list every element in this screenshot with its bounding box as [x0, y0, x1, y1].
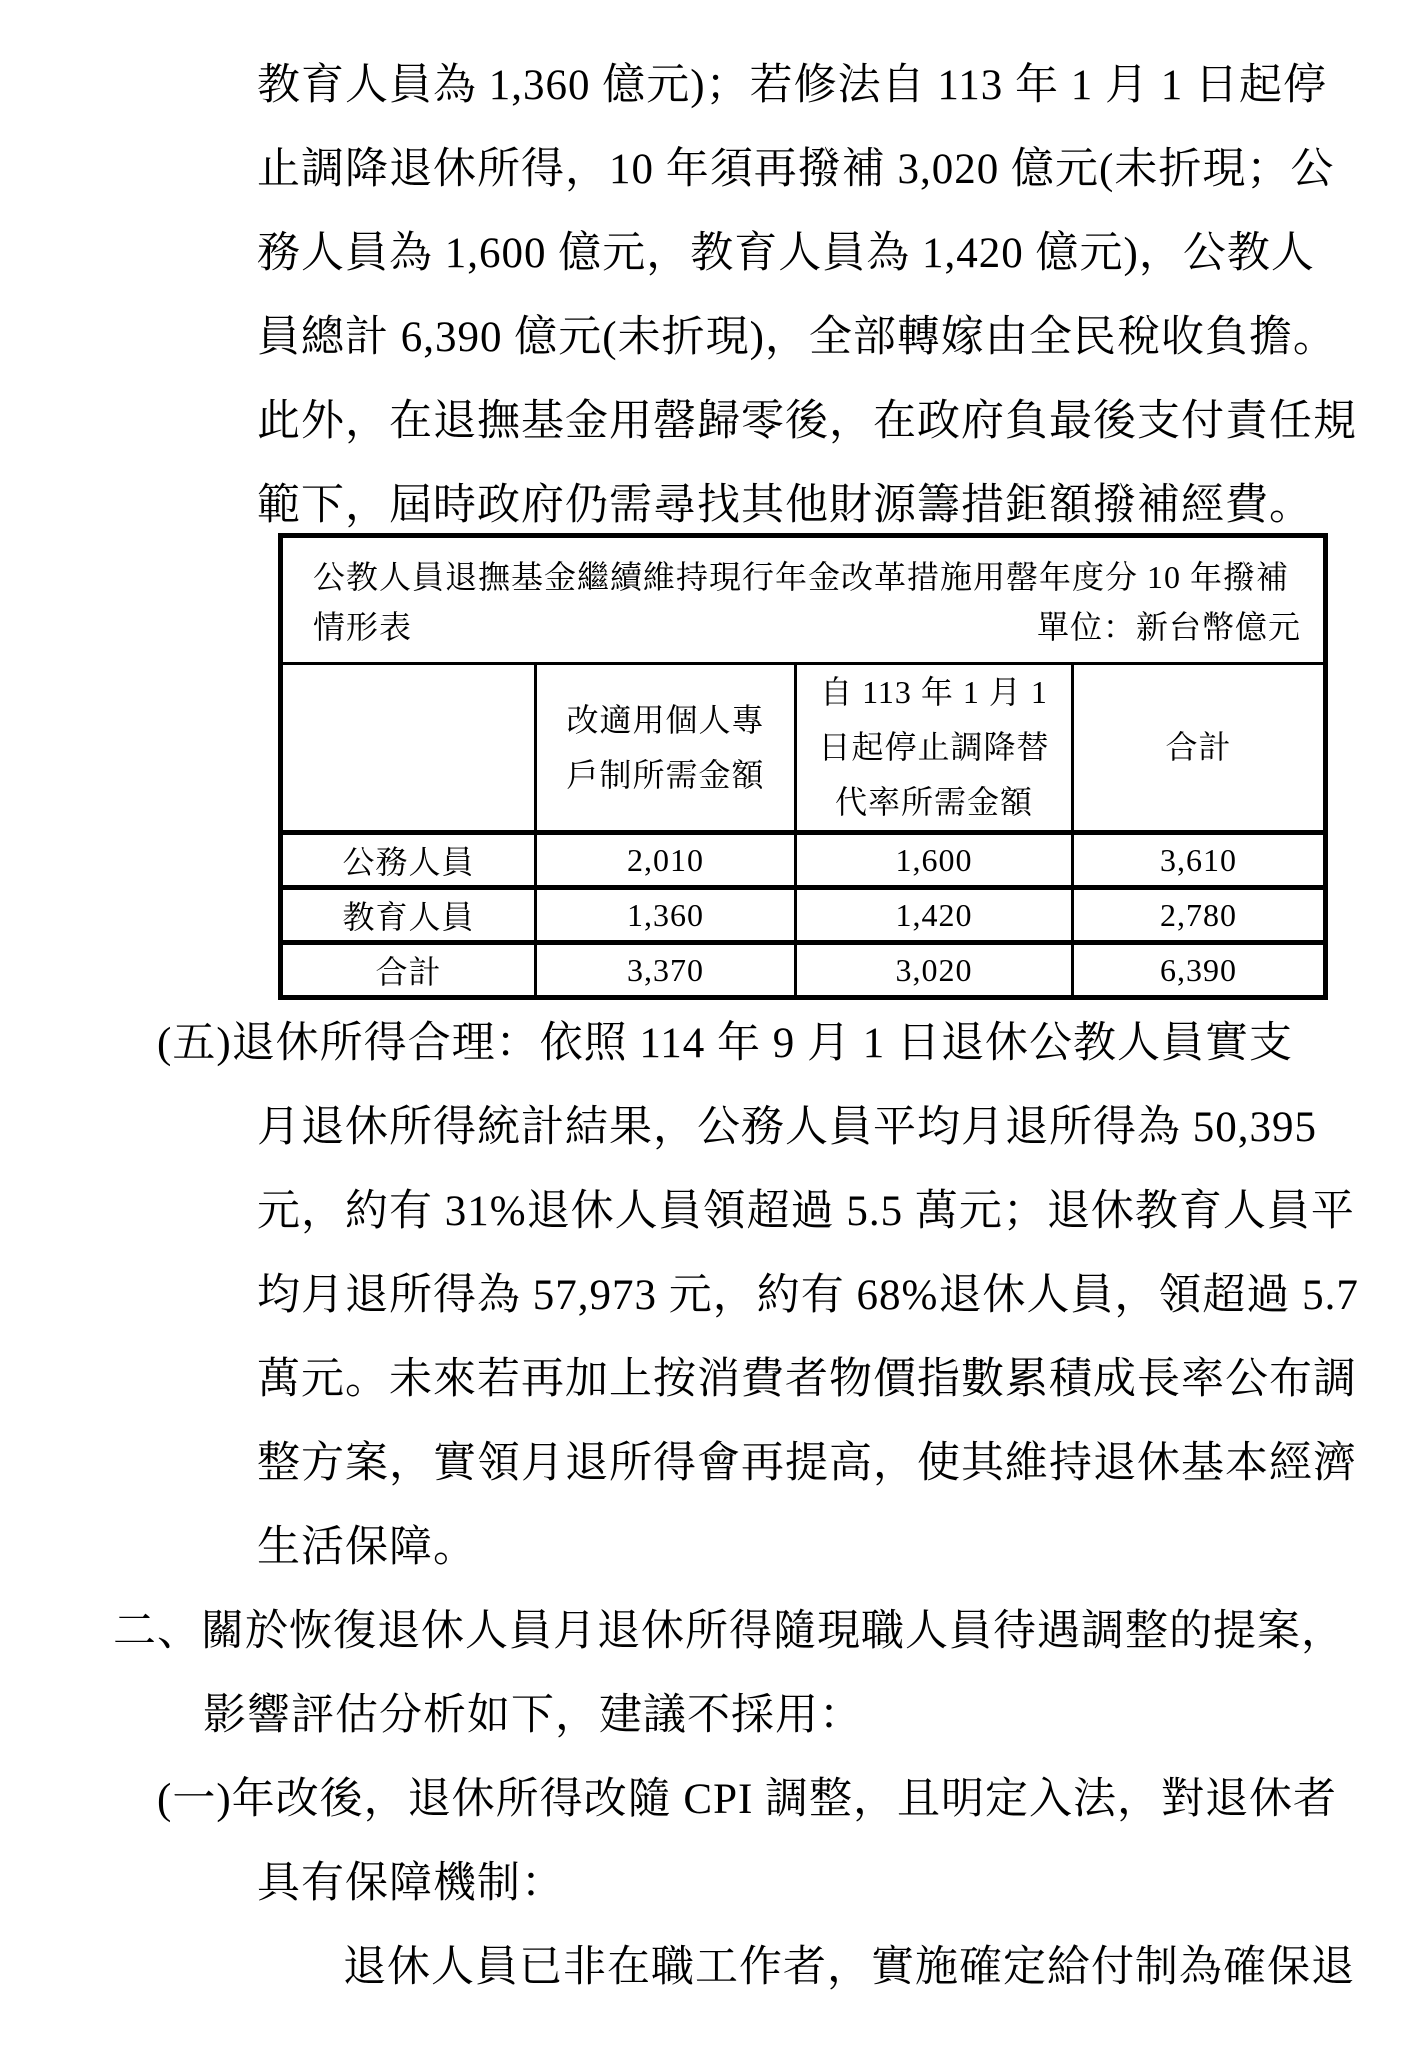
item-five-line-5: 萬元。未來若再加上按消費者物價指數累積成長率公布調: [257, 1356, 1357, 1403]
pension-supplement-table: [278, 533, 1323, 1000]
para-continuation-line-5: 此外，在退撫基金用罄歸零後，在政府負最後支付責任規: [257, 398, 1357, 445]
table-header-individual-account-line1: 改適用個人專: [566, 701, 765, 738]
table-header-stop-reduction-line1: 自 113 年 1 月 1: [820, 674, 1048, 710]
row-education-stop-reduction: 1,420: [796, 888, 1073, 943]
table-row-education-personnel: [281, 888, 1326, 943]
table-header-stop-reduction-line2: 日起停止調降替: [818, 729, 1050, 765]
item-two-sub-one-line-2: 具有保障機制：: [257, 1860, 565, 1907]
row-civil-servants-stop-reduction: 1,600: [796, 833, 1073, 888]
table-header-total-label: 合計: [1165, 729, 1232, 765]
table-header-stop-reduction-line3: 代率所需金額: [834, 784, 1033, 820]
item-two-line-2: 影響評估分析如下，建議不採用：: [203, 1692, 863, 1739]
table-row-grand-total: [281, 943, 1326, 998]
table-title-line1: 公教人員退撫基金繼續維持現行年金改革措施用罄年度分 10 年撥補: [313, 559, 1290, 595]
item-five-line-1: (五)退休所得合理：依照 114 年 9 月 1 日退休公教人員實支: [157, 1020, 1294, 1067]
row-civil-servants-total: 3,610: [1073, 833, 1326, 888]
item-five-line-3: 元，約有 31%退休人員領超過 5.5 萬元；退休教育人員平: [257, 1188, 1355, 1235]
item-five-line-6: 整方案，實領月退所得會再提高，使其維持退休基本經濟: [257, 1440, 1357, 1487]
table-header-total: [1073, 664, 1326, 833]
row-education-label: 教育人員: [281, 888, 536, 943]
item-two-line-1: 二、關於恢復退休人員月退休所得隨現職人員待遇調整的提案，: [113, 1608, 1345, 1655]
row-civil-servants-label: 公務人員: [281, 833, 536, 888]
row-education-total: 2,780: [1073, 888, 1326, 943]
table-header-empty: [281, 664, 536, 833]
para-continuation-line-1: 教育人員為 1,360 億元)；若修法自 113 年 1 月 1 日起停: [257, 62, 1327, 109]
table-unit-label: 單位：新台幣億元: [1037, 609, 1302, 645]
item-five-line-7: 生活保障。: [257, 1524, 477, 1571]
para-continuation-line-4: 員總計 6,390 億元(未折現)，全部轉嫁由全民稅收負擔。: [257, 314, 1337, 361]
table-header-row: [281, 664, 1326, 833]
table-header-individual-account: [536, 664, 796, 833]
table-title-row: [281, 536, 1326, 664]
para-continuation-line-3: 務人員為 1,600 億元，教育人員為 1,420 億元)，公教人: [257, 230, 1315, 277]
item-two-sub-one-line-1: (一)年改後，退休所得改隨 CPI 調整，且明定入法，對退休者: [157, 1776, 1338, 1823]
table-title-cell: [281, 536, 1326, 664]
row-total-total: 6,390: [1073, 943, 1326, 998]
table-header-stop-reduction: [796, 664, 1073, 833]
row-education-individual-account: 1,360: [536, 888, 796, 943]
table-header-individual-account-line2: 戶制所需金額: [566, 756, 765, 793]
row-total-label: 合計: [281, 943, 536, 998]
item-five-line-4: 均月退所得為 57,973 元，約有 68%退休人員，領超過 5.7: [257, 1272, 1359, 1319]
row-total-individual-account: 3,370: [536, 943, 796, 998]
table-title-line2: 情形表: [313, 609, 413, 645]
table-row-civil-servants: [281, 833, 1326, 888]
row-total-stop-reduction: 3,020: [796, 943, 1073, 998]
item-five-line-2: 月退休所得統計結果，公務人員平均月退所得為 50,395: [257, 1104, 1317, 1151]
item-two-sub-one-line-3: 退休人員已非在職工作者，實施確定給付制為確保退: [343, 1944, 1355, 1991]
para-continuation-line-6: 範下，屆時政府仍需尋找其他財源籌措鉅額撥補經費。: [257, 482, 1313, 529]
row-civil-servants-individual-account: 2,010: [536, 833, 796, 888]
para-continuation-line-2: 止調降退休所得，10 年須再撥補 3,020 億元(未折現；公: [257, 146, 1335, 193]
